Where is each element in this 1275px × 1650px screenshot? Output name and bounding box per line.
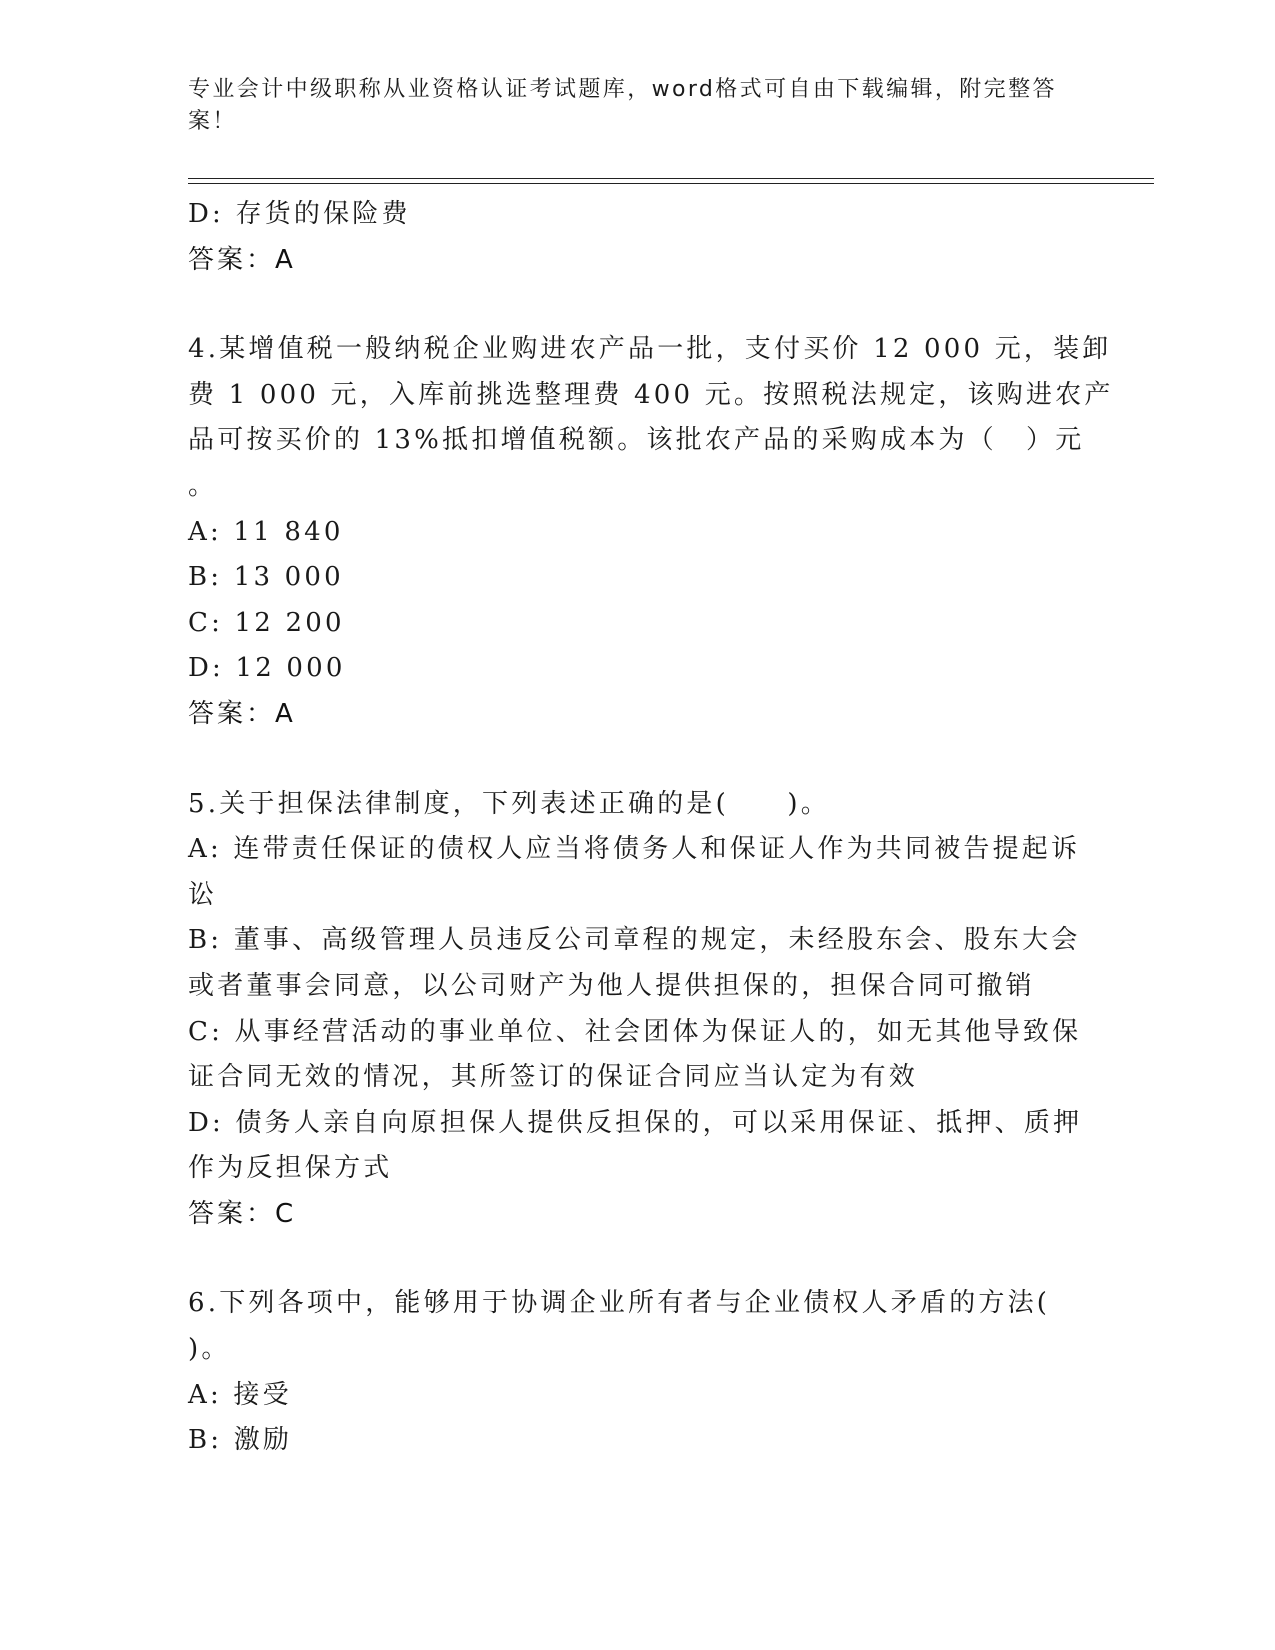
option-a: A: 11 840	[188, 516, 344, 547]
question-stem: 品可按买价的 13%抵扣增值税额。该批农产品的采购成本为（ ）元	[188, 425, 1085, 456]
question-stem: 5.关于担保法律制度，下列表述正确的是( )。	[188, 788, 830, 819]
header-rule-top	[188, 178, 1154, 179]
question-4	[188, 327, 1114, 737]
option-b: B: 董事、高级管理人员违反公司章程的规定，未经股东会、股东大会	[188, 925, 1081, 956]
question-3-tail	[188, 192, 1078, 283]
option-c: C: 12 200	[188, 607, 345, 638]
option-a: A: 连带责任保证的债权人应当将债务人和保证人作为共同被告提起诉	[188, 834, 1081, 865]
spacer	[188, 283, 1078, 327]
option-d: D: 存货的保险费	[188, 199, 411, 229]
answer-label: 答案：A	[188, 244, 296, 275]
question-list	[188, 192, 1114, 1464]
option-d: D: 债务人亲自向原担保人提供反担保的，可以采用保证、抵押、质押	[188, 1107, 1083, 1138]
answer-label: 答案：C	[188, 1198, 297, 1229]
spacer	[188, 738, 1078, 782]
question-stem: 6.下列各项中，能够用于协调企业所有者与企业债权人矛盾的方法(	[188, 1288, 1051, 1319]
question-stem: 。	[188, 470, 218, 501]
question-stem: 4.某增值税一般纳税企业购进农产品一批，支付买价 12 000 元，装卸	[188, 334, 1112, 365]
option-c: C: 从事经营活动的事业单位、社会团体为保证人的，如无其他导致保	[188, 1016, 1082, 1047]
header-line-1: 专业会计中级职称从业资格认证考试题库，word格式可自由下载编辑，附完整答	[188, 77, 1057, 102]
option-b-continued: 或者董事会同意，以公司财产为他人提供担保的，担保合同可撤销	[188, 970, 1035, 1001]
header-line-2: 案！	[188, 109, 237, 134]
option-b: B: 13 000	[188, 562, 344, 593]
page-header	[188, 74, 1068, 138]
answer-label: 答案：A	[188, 698, 296, 729]
header-rule-bottom	[188, 183, 1154, 184]
option-b: B: 激励	[188, 1425, 293, 1456]
question-stem: )。	[188, 1334, 231, 1365]
question-6	[188, 1281, 1078, 1463]
option-a: A: 接受	[188, 1379, 292, 1410]
spacer	[188, 1237, 1078, 1281]
question-5	[188, 782, 1083, 1238]
option-d-continued: 作为反担保方式	[188, 1153, 393, 1184]
option-c-continued: 证合同无效的情况，其所签订的保证合同应当认定为有效	[188, 1062, 919, 1093]
question-stem: 费 1 000 元，入库前挑选整理费 400 元。按照税法规定，该购进农产	[188, 379, 1114, 410]
option-d: D: 12 000	[188, 653, 346, 684]
option-a-continued: 讼	[188, 879, 218, 910]
